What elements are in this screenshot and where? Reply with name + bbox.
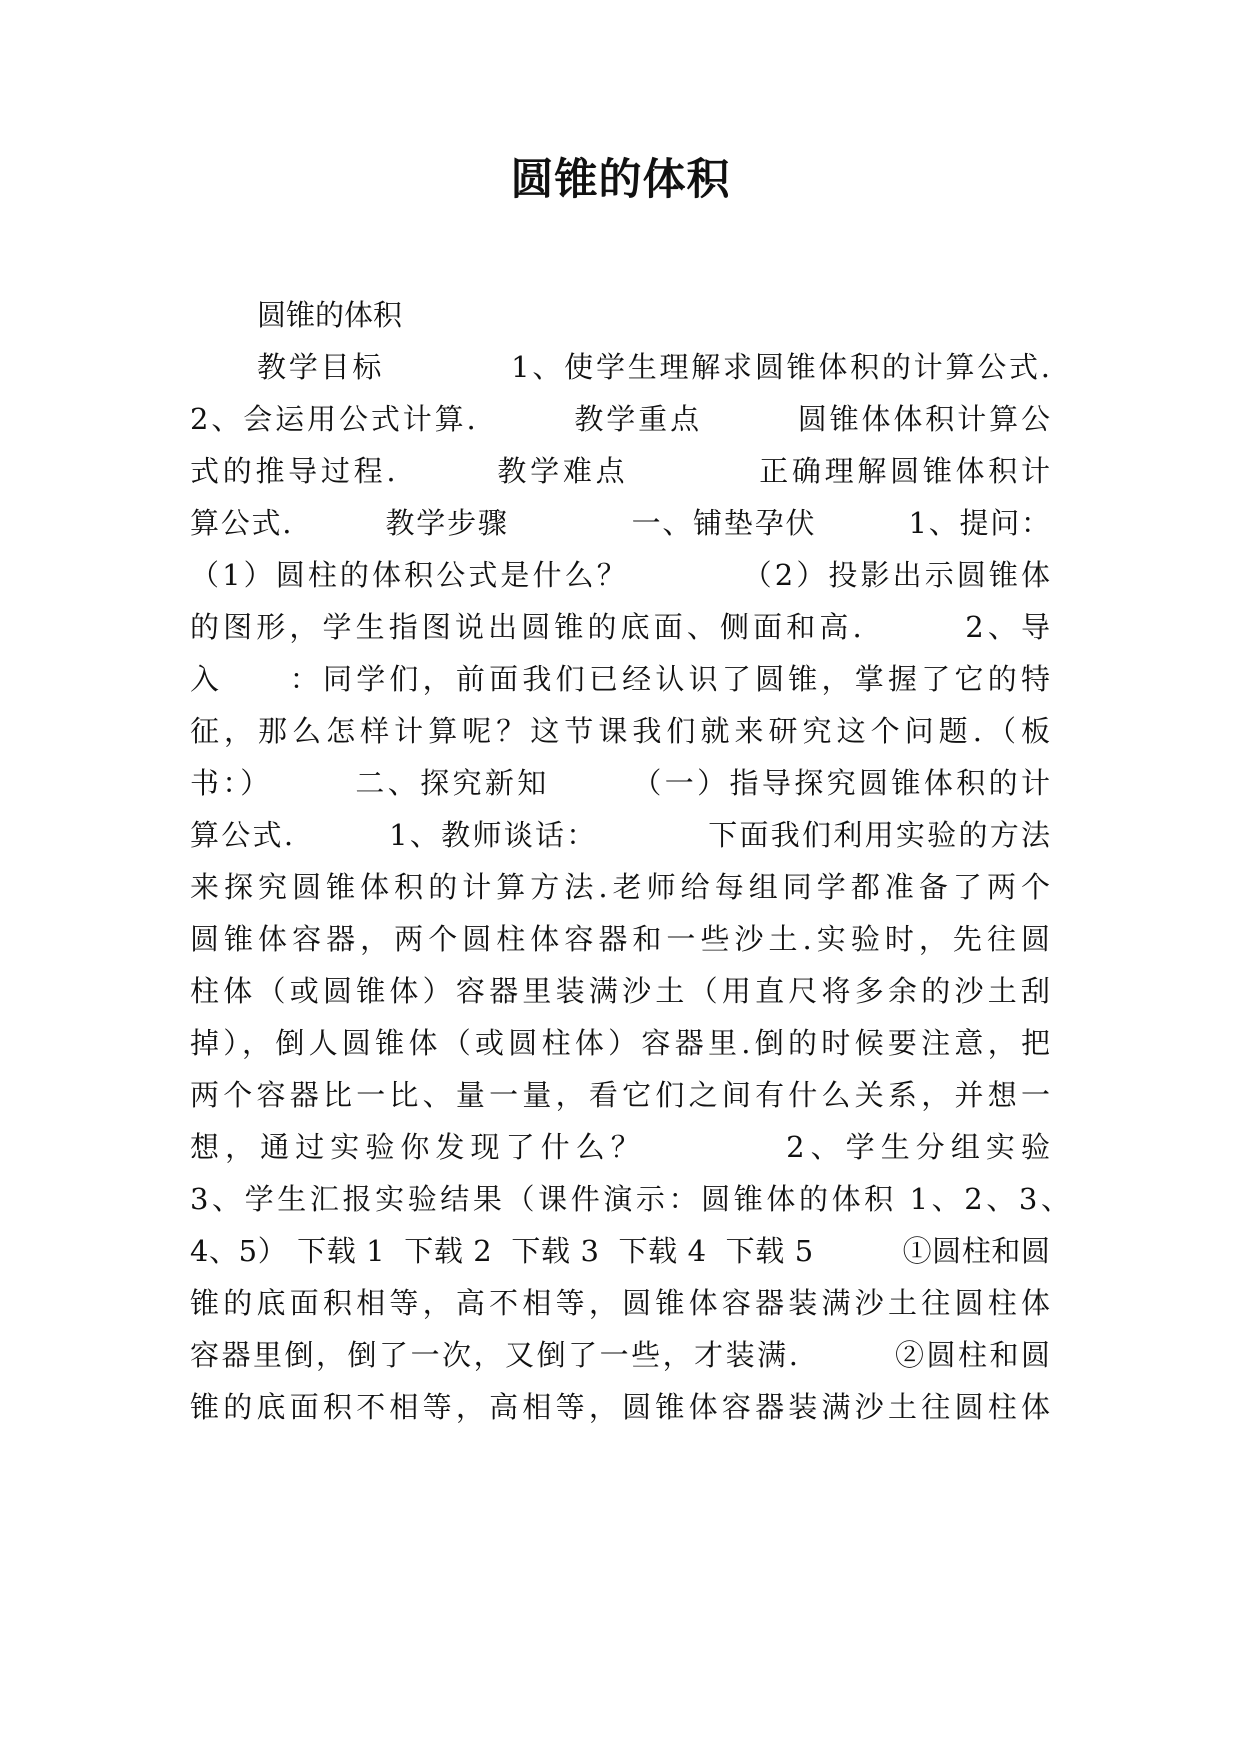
body-line: 圆锥体容器，两个圆柱体容器和一些沙土.实验时，先往圆 <box>190 922 1050 956</box>
body-line: 2、会运用公式计算. 教学重点 圆锥体体积计算公 <box>190 402 1050 436</box>
body-line: 来探究圆锥体积的计算方法.老师给每组同学都准备了两个 <box>190 870 1050 904</box>
body-line: 柱体（或圆锥体）容器里装满沙土（用直尺将多余的沙土刮 <box>190 974 1050 1008</box>
body-line: 圆锥的体积 <box>257 298 403 332</box>
body-line: 算公式. 1、教师谈话： 下面我们利用实验的方法 <box>190 818 1050 852</box>
body-line: 4、5） 下载 1 下载 2 下载 3 下载 4 下载 5 ①圆柱和圆 <box>190 1234 1050 1268</box>
body-line: 3、学生汇报实验结果（课件演示：圆锥体的体积 1、2、3、 <box>190 1182 1070 1216</box>
body-line: 两个容器比一比、量一量，看它们之间有什么关系，并想一 <box>190 1078 1050 1112</box>
body-line: 容器里倒，倒了一次，又倒了一些，才装满. ②圆柱和圆 <box>190 1338 1050 1372</box>
body-line: 征，那么怎样计算呢？这节课我们就来研究这个问题.（板 <box>190 714 1050 748</box>
document-title: 圆锥的体积 <box>510 155 731 205</box>
body-line: 想，通过实验你发现了什么？ 2、学生分组实验 <box>190 1130 1050 1164</box>
body-line: 的图形，学生指图说出圆锥的底面、侧面和高. 2、导 <box>190 610 1050 644</box>
body-line: 入 ：同学们，前面我们已经认识了圆锥，掌握了它的特 <box>190 662 1050 696</box>
body-line: 掉），倒人圆锥体（或圆柱体）容器里.倒的时候要注意，把 <box>190 1026 1050 1060</box>
body-line: 式的推导过程. 教学难点 正确理解圆锥体积计 <box>190 454 1050 488</box>
body-line: 教学目标 1、使学生理解求圆锥体积的计算公式. <box>257 350 1050 384</box>
body-line: （1）圆柱的体积公式是什么？ （2）投影出示圆锥体 <box>190 558 1050 592</box>
body-line: 算公式. 教学步骤 一、铺垫孕伏 1、提问： <box>190 506 1050 540</box>
body-line: 锥的底面积不相等，高相等，圆锥体容器装满沙土往圆柱体 <box>190 1390 1050 1424</box>
body-line: 书：） 二、探究新知 （一）指导探究圆锥体积的计 <box>190 766 1050 800</box>
body-line: 锥的底面积相等，高不相等，圆锥体容器装满沙土往圆柱体 <box>190 1286 1050 1320</box>
